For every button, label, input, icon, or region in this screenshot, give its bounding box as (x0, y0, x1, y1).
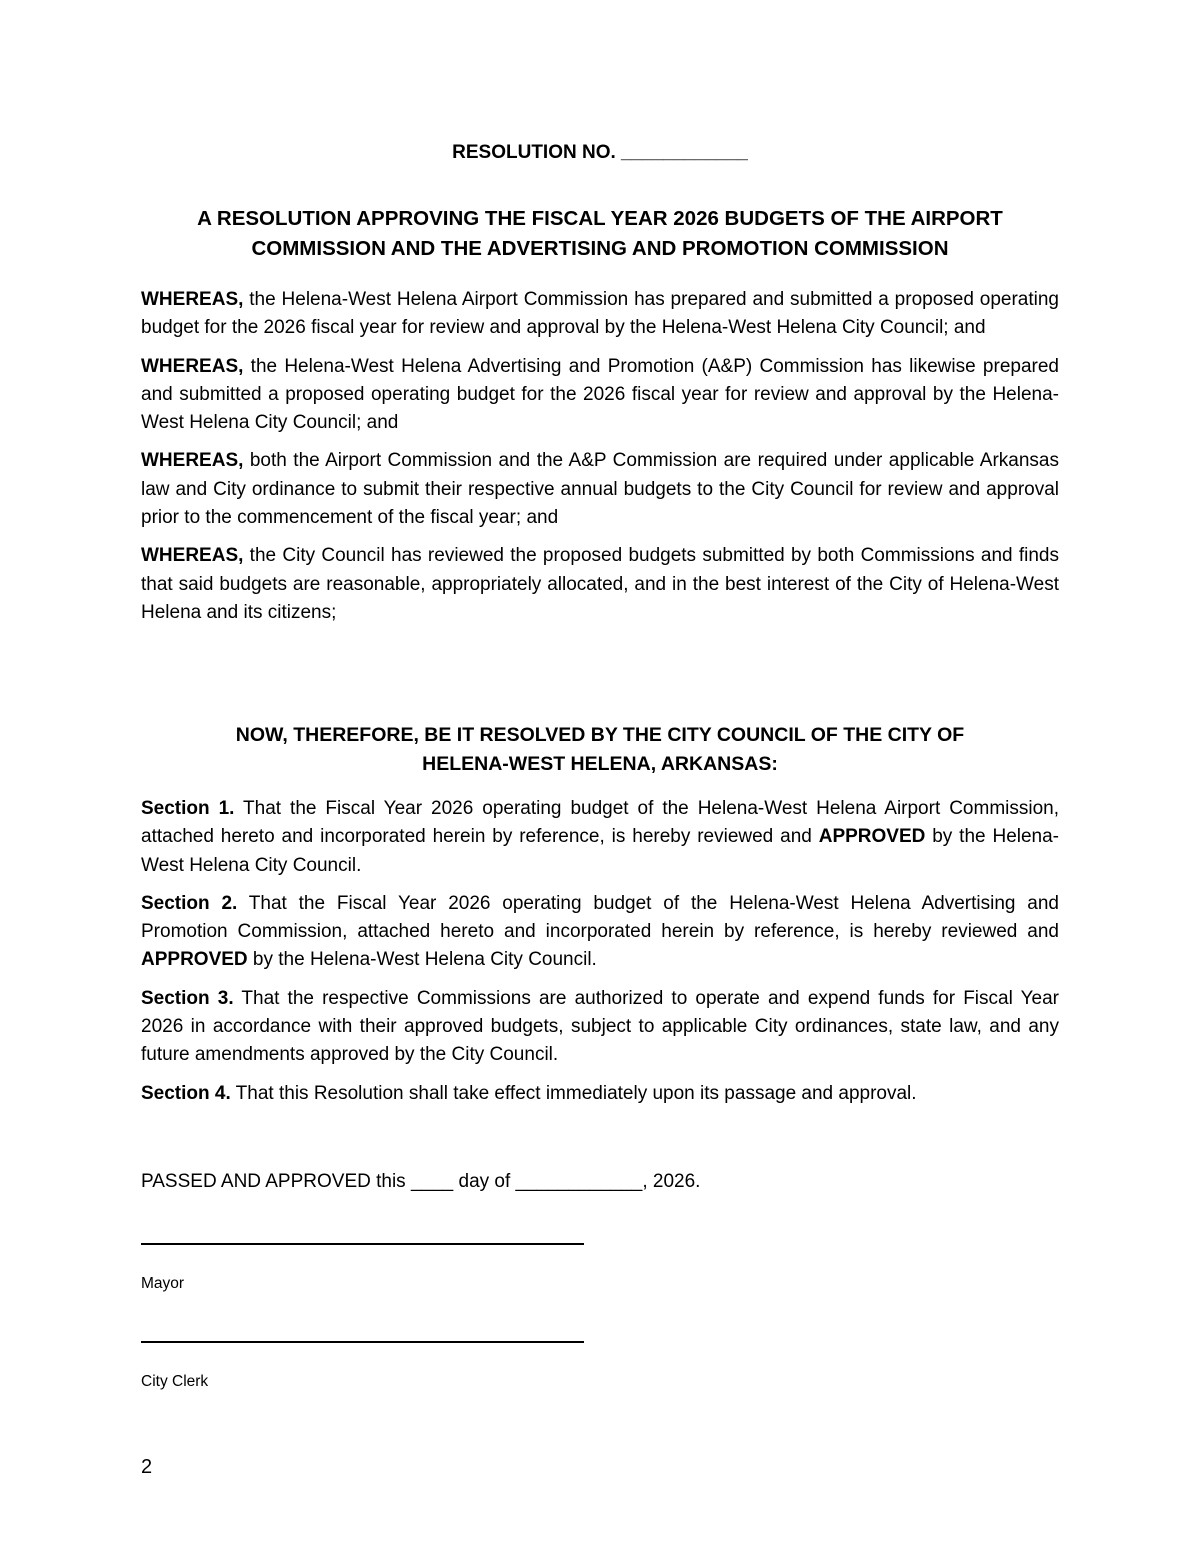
page-number: 2 (141, 1456, 153, 1478)
section-text: That the Fiscal Year 2026 operating budget of the Helena-West Helena Airport Commission, attached hereto and incorporated herein by reference, is hereby reviewed and (141, 798, 1059, 848)
resolved-line-1: NOW, THEREFORE, BE IT RESOLVED BY THE CITY COUNCIL OF THE CITY OF (235, 724, 965, 746)
section-emphasis: APPROVED (818, 826, 926, 848)
section-text: That the respective Commissions are authorized to operate and expend funds for Fiscal Year 2026 in accordance with their approved budgets, subject to applicable City ordinances, state law, and any future amendments approved by the City Council. (141, 987, 1059, 1066)
section-text: That this Resolution shall take effect immediately upon its passage and approval. (230, 1082, 917, 1104)
whereas-lead: WHEREAS, (141, 355, 244, 377)
section-lead: Section 3. (141, 987, 234, 1009)
clerk-signature-line (141, 1341, 584, 1343)
whereas-text: the Helena-West Helena Airport Commission has prepared and submitted a proposed operating budget for the 2026 fiscal year for review and approval by the Helena-West Helena City Council; and (141, 289, 1059, 339)
section-text: That the Fiscal Year 2026 operating budget of the Helena-West Helena Advertising and Promotion Commission, attached hereto and incorporated herein by reference, is hereby reviewed and (141, 892, 1060, 943)
whereas-text: both the Airport Commission and the A&P Commission are required under applicable Arkansas law and City ordinance to submit their respective annual budgets to the City Council for review and approval prior to the commencement of the fiscal year; and (141, 450, 1059, 529)
section-emphasis: APPROVED (141, 949, 248, 971)
section-lead: Section 1. (141, 798, 235, 819)
section-lead: Section 4. (141, 1082, 231, 1104)
section-4 (141, 1080, 1059, 1108)
resolution-title (141, 204, 1059, 264)
section-tail: by the Helena-West Helena City Council. (141, 826, 1060, 876)
title-line-2: COMMISSION AND THE ADVERTISING AND PROMOTION COMMISSION (251, 237, 949, 260)
passed-and-approved-line: PASSED AND APPROVED this ____ day of ____________, 2026. (141, 1171, 701, 1192)
whereas-text: the City Council has reviewed the proposed budgets submitted by both Commissions and finds that said budgets are reasonable, appropriately allocated, and in the best interest of the City of Helena-West Helena and its citizens; (141, 545, 1059, 623)
title-line-1: A RESOLUTION APPROVING THE FISCAL YEAR 2026 BUDGETS OF THE AIRPORT (197, 207, 1003, 230)
whereas-lead: WHEREAS, (141, 545, 244, 567)
resolved-heading (141, 721, 1059, 779)
section-3 (141, 985, 1059, 1070)
section-2 (141, 890, 1059, 975)
whereas-lead: WHEREAS, (141, 450, 244, 472)
resolution-number: RESOLUTION NO. ____________ (452, 142, 748, 163)
mayor-signature-line (141, 1243, 584, 1245)
whereas-clause-2 (141, 353, 1059, 438)
section-lead: Section 2. (141, 892, 238, 914)
resolved-line-2: HELENA-WEST HELENA, ARKANSAS: (422, 753, 778, 775)
whereas-clause-3 (141, 447, 1059, 532)
section-1 (141, 795, 1059, 880)
clerk-label: City Clerk (141, 1373, 209, 1390)
whereas-lead: WHEREAS, (141, 289, 244, 310)
whereas-clause-4 (141, 542, 1059, 627)
section-tail: by the Helena-West Helena City Council. (247, 949, 597, 971)
whereas-clauses (141, 286, 1059, 637)
whereas-clause-1 (141, 286, 1059, 343)
whereas-text: the Helena-West Helena Advertising and Promotion (A&P) Commission has likewise prepared and submitted a proposed operating budget for the 2026 fiscal year for review and approval by the Helena-West Helena City Council; and (141, 355, 1059, 434)
resolution-sections (141, 795, 1059, 1118)
mayor-label: Mayor (141, 1275, 185, 1292)
